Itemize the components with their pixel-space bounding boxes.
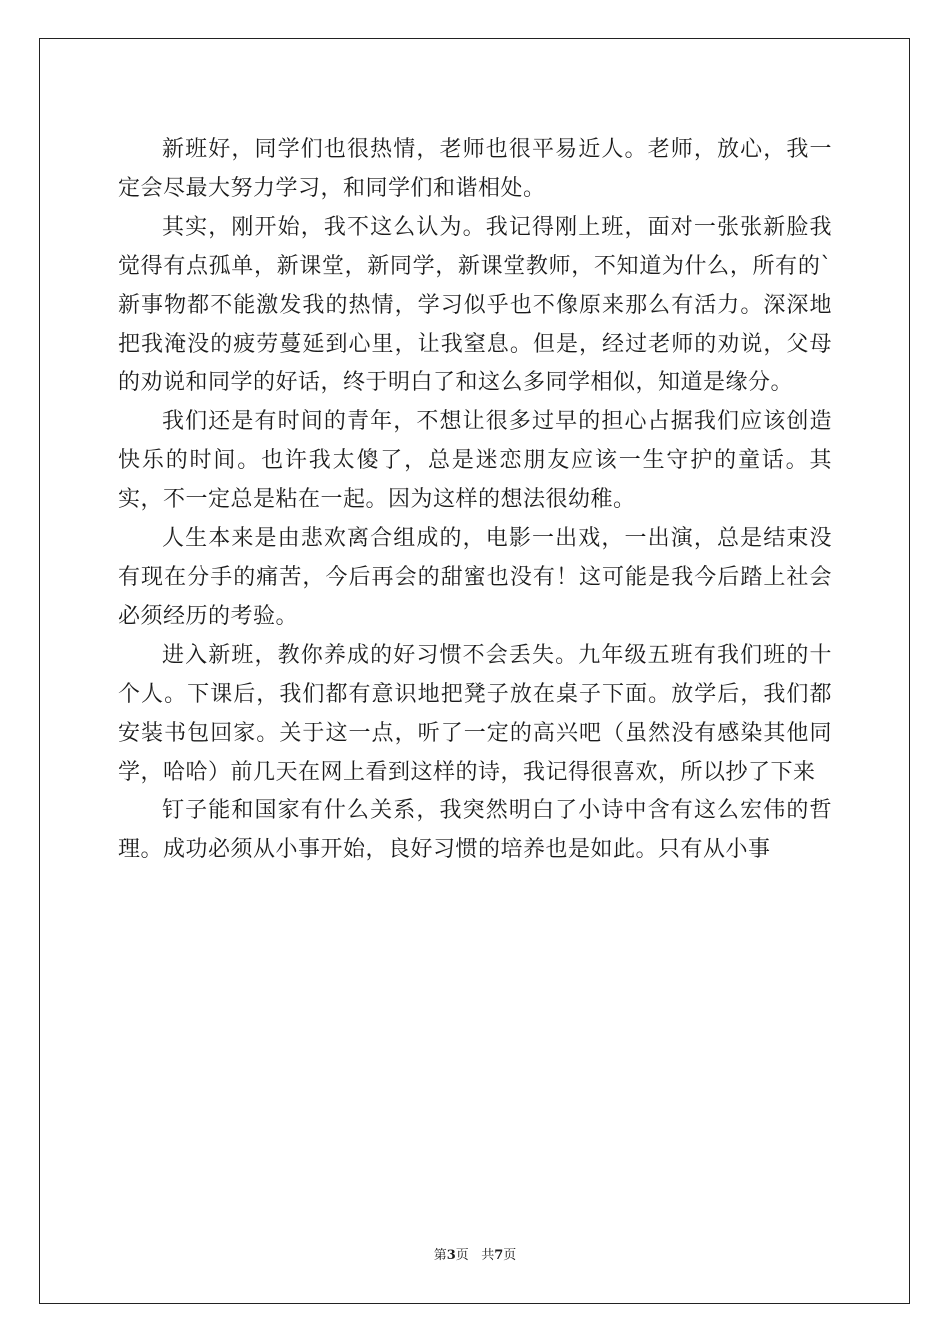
paragraph-3: 我们还是有时间的青年，不想让很多过早的担心占据我们应该创造快乐的时间。也许我太傻了，总是迷恋朋友应该一生守护的童话。其实，不一定总是粘在一起。因为这样的想法很幼稚。 [118, 409, 832, 513]
paragraph-6: 钉子能和国家有什么关系，我突然明白了小诗中含有这么宏伟的哲理。成功必须从小事开始，良好习惯的培养也是如此。只有从小事 [118, 798, 832, 863]
page-footer [0, 1244, 950, 1263]
page-suffix: 页 [455, 1248, 469, 1263]
paragraph-4: 人生本来是由悲欢离合组成的，电影一出戏，一出演，总是结束没有现在分手的痛苦，今后再会的甜蜜也没有！这可能是我今后踏上社会必须经历的考验。 [118, 526, 832, 629]
total-prefix: 共 [481, 1248, 495, 1263]
total-suffix: 页 [503, 1248, 517, 1263]
page-number: 3 [446, 1248, 456, 1263]
total-pages: 7 [494, 1248, 504, 1263]
paragraph-5: 进入新班，教你养成的好习惯不会丢失。九年级五班有我们班的十个人。下课后，我们都有意识地把凳子放在桌子下面。放学后，我们都安装书包回家。关于这一点，听了一定的高兴吧（虽然没有感染其他同学，哈哈）前几天在网上看到这样的诗，我记得很喜欢，所以抄了下来 [118, 642, 832, 785]
paragraph-1: 新班好，同学们也很热情，老师也很平易近人。老师，放心，我一定会尽最大努力学习，和同学们和谐相处。 [118, 137, 832, 201]
paragraph-2: 其实，刚开始，我不这么认为。我记得刚上班，面对一张张新脸我觉得有点孤单，新课堂，新同学，新课堂教师，不知道为什么，所有的`新事物都不能激发我的热情，学习似乎也不像原来那么有活力。深深地把我淹没的疲劳蔓延到心里，让我窒息。但是，经过老师的劝说，父母的劝说和同学的好话，终于明白了和这么多同学相似，知道是缘分。 [118, 214, 832, 396]
page-prefix: 第 [433, 1248, 447, 1263]
document-body [118, 131, 832, 870]
